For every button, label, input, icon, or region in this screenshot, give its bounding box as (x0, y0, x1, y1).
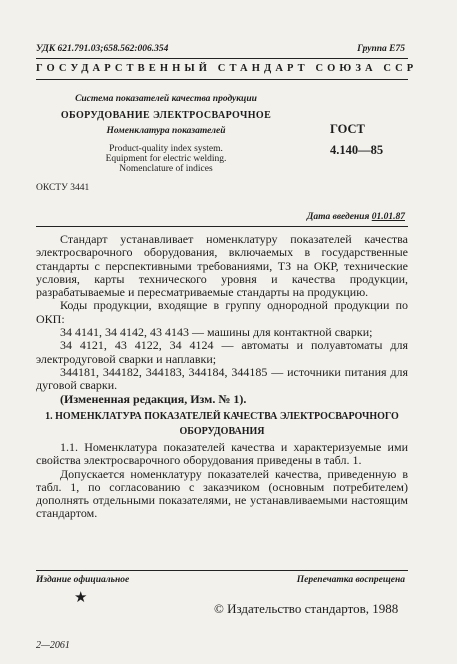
gost-number: 4.140—85 (330, 143, 384, 157)
intro-paragraph: Коды продукции, входящие в группу однородной продукции по ОКП: (36, 298, 408, 326)
intro-paragraph: Стандарт устанавливает номенклатуру показателей качества электросварочного оборудования, включаемых в государственные стандарты с перспективными требованиями, ТЗ на ОКР, технические условия, карты технического уровня и качества продукции, разрабатываемые и пересматриваемые стандарты на продукцию. (36, 232, 408, 300)
english-title-line: Product-quality index system. (109, 144, 223, 154)
date-rule (36, 226, 408, 227)
section-paragraph: Допускается номенклатуру показателей качества, приведенную в табл. 1, по согласованию с заказчиком (основным потребителем) дополнять отдельными показателями, не устанавливаемыми настоящим стандартом. (36, 466, 408, 521)
section-1-title (36, 409, 408, 439)
nomenclature-subtitle: Номенклатура показателей (106, 126, 226, 136)
gost-designation (330, 119, 383, 161)
star-icon: ★ (74, 590, 88, 606)
gost-label: ГОСТ (330, 122, 365, 136)
state-standard-heading: ГОСУДАРСТВЕННЫЙ СТАНДАРТ СОЮЗА ССР (36, 63, 418, 74)
heading-rule (36, 79, 408, 80)
english-title-line: Equipment for electric welding. (105, 154, 227, 164)
top-rule (36, 58, 408, 59)
product-code-line: 344181, 344182, 344183, 344184, 344185 — источники питания для дуговой сварки. (36, 364, 408, 393)
edition-note: Издание официальное (36, 575, 130, 585)
section-title-line: ОБОРУДОВАНИЯ (179, 426, 265, 437)
intro-date (307, 212, 405, 222)
intro-date-value: 01.01.87 (371, 212, 405, 222)
okstu-code: ОКСТУ 3441 (36, 183, 90, 193)
section-title-line: 1. НОМЕНКЛАТУРА ПОКАЗАТЕЛЕЙ КАЧЕСТВА ЭЛЕКТРОСВАРОЧНОГО (45, 411, 399, 422)
intro-text (36, 233, 408, 406)
page-code: 2—2061 (36, 640, 70, 651)
copyright: © Издательство стандартов, 1988 (214, 601, 399, 616)
footer-rule (36, 570, 408, 571)
section-paragraph: 1.1. Номенклатура показателей качества и характеризуемые ими свойства электросварочного оборудования приведены в табл. 1. (36, 440, 408, 468)
product-code-line: 34 4141, 34 4142, 43 4143 — машины для контактной сварки; (60, 325, 373, 340)
intro-date-label: Дата введения (306, 212, 370, 222)
product-code-line: 34 4121, 43 4122, 34 4124 — автоматы и полуавтоматы для электродуговой сварки и наплавки; (36, 338, 408, 366)
amendment-note: (Измененная редакция, Изм. № 1). (60, 391, 247, 406)
section-1-text (36, 441, 408, 521)
udk-code: УДК 621.791.03;658.562:006.354 (36, 44, 169, 54)
english-title-line: Nomenclature of indices (119, 164, 213, 174)
english-title (36, 144, 296, 174)
reprint-note: Перепечатка воспрещена (296, 575, 405, 585)
group-code: Группа Е75 (357, 44, 405, 54)
system-title: Система показателей качества продукции (75, 94, 257, 104)
standard-name: ОБОРУДОВАНИЕ ЭЛЕКТРОСВАРОЧНОЕ (60, 110, 272, 121)
